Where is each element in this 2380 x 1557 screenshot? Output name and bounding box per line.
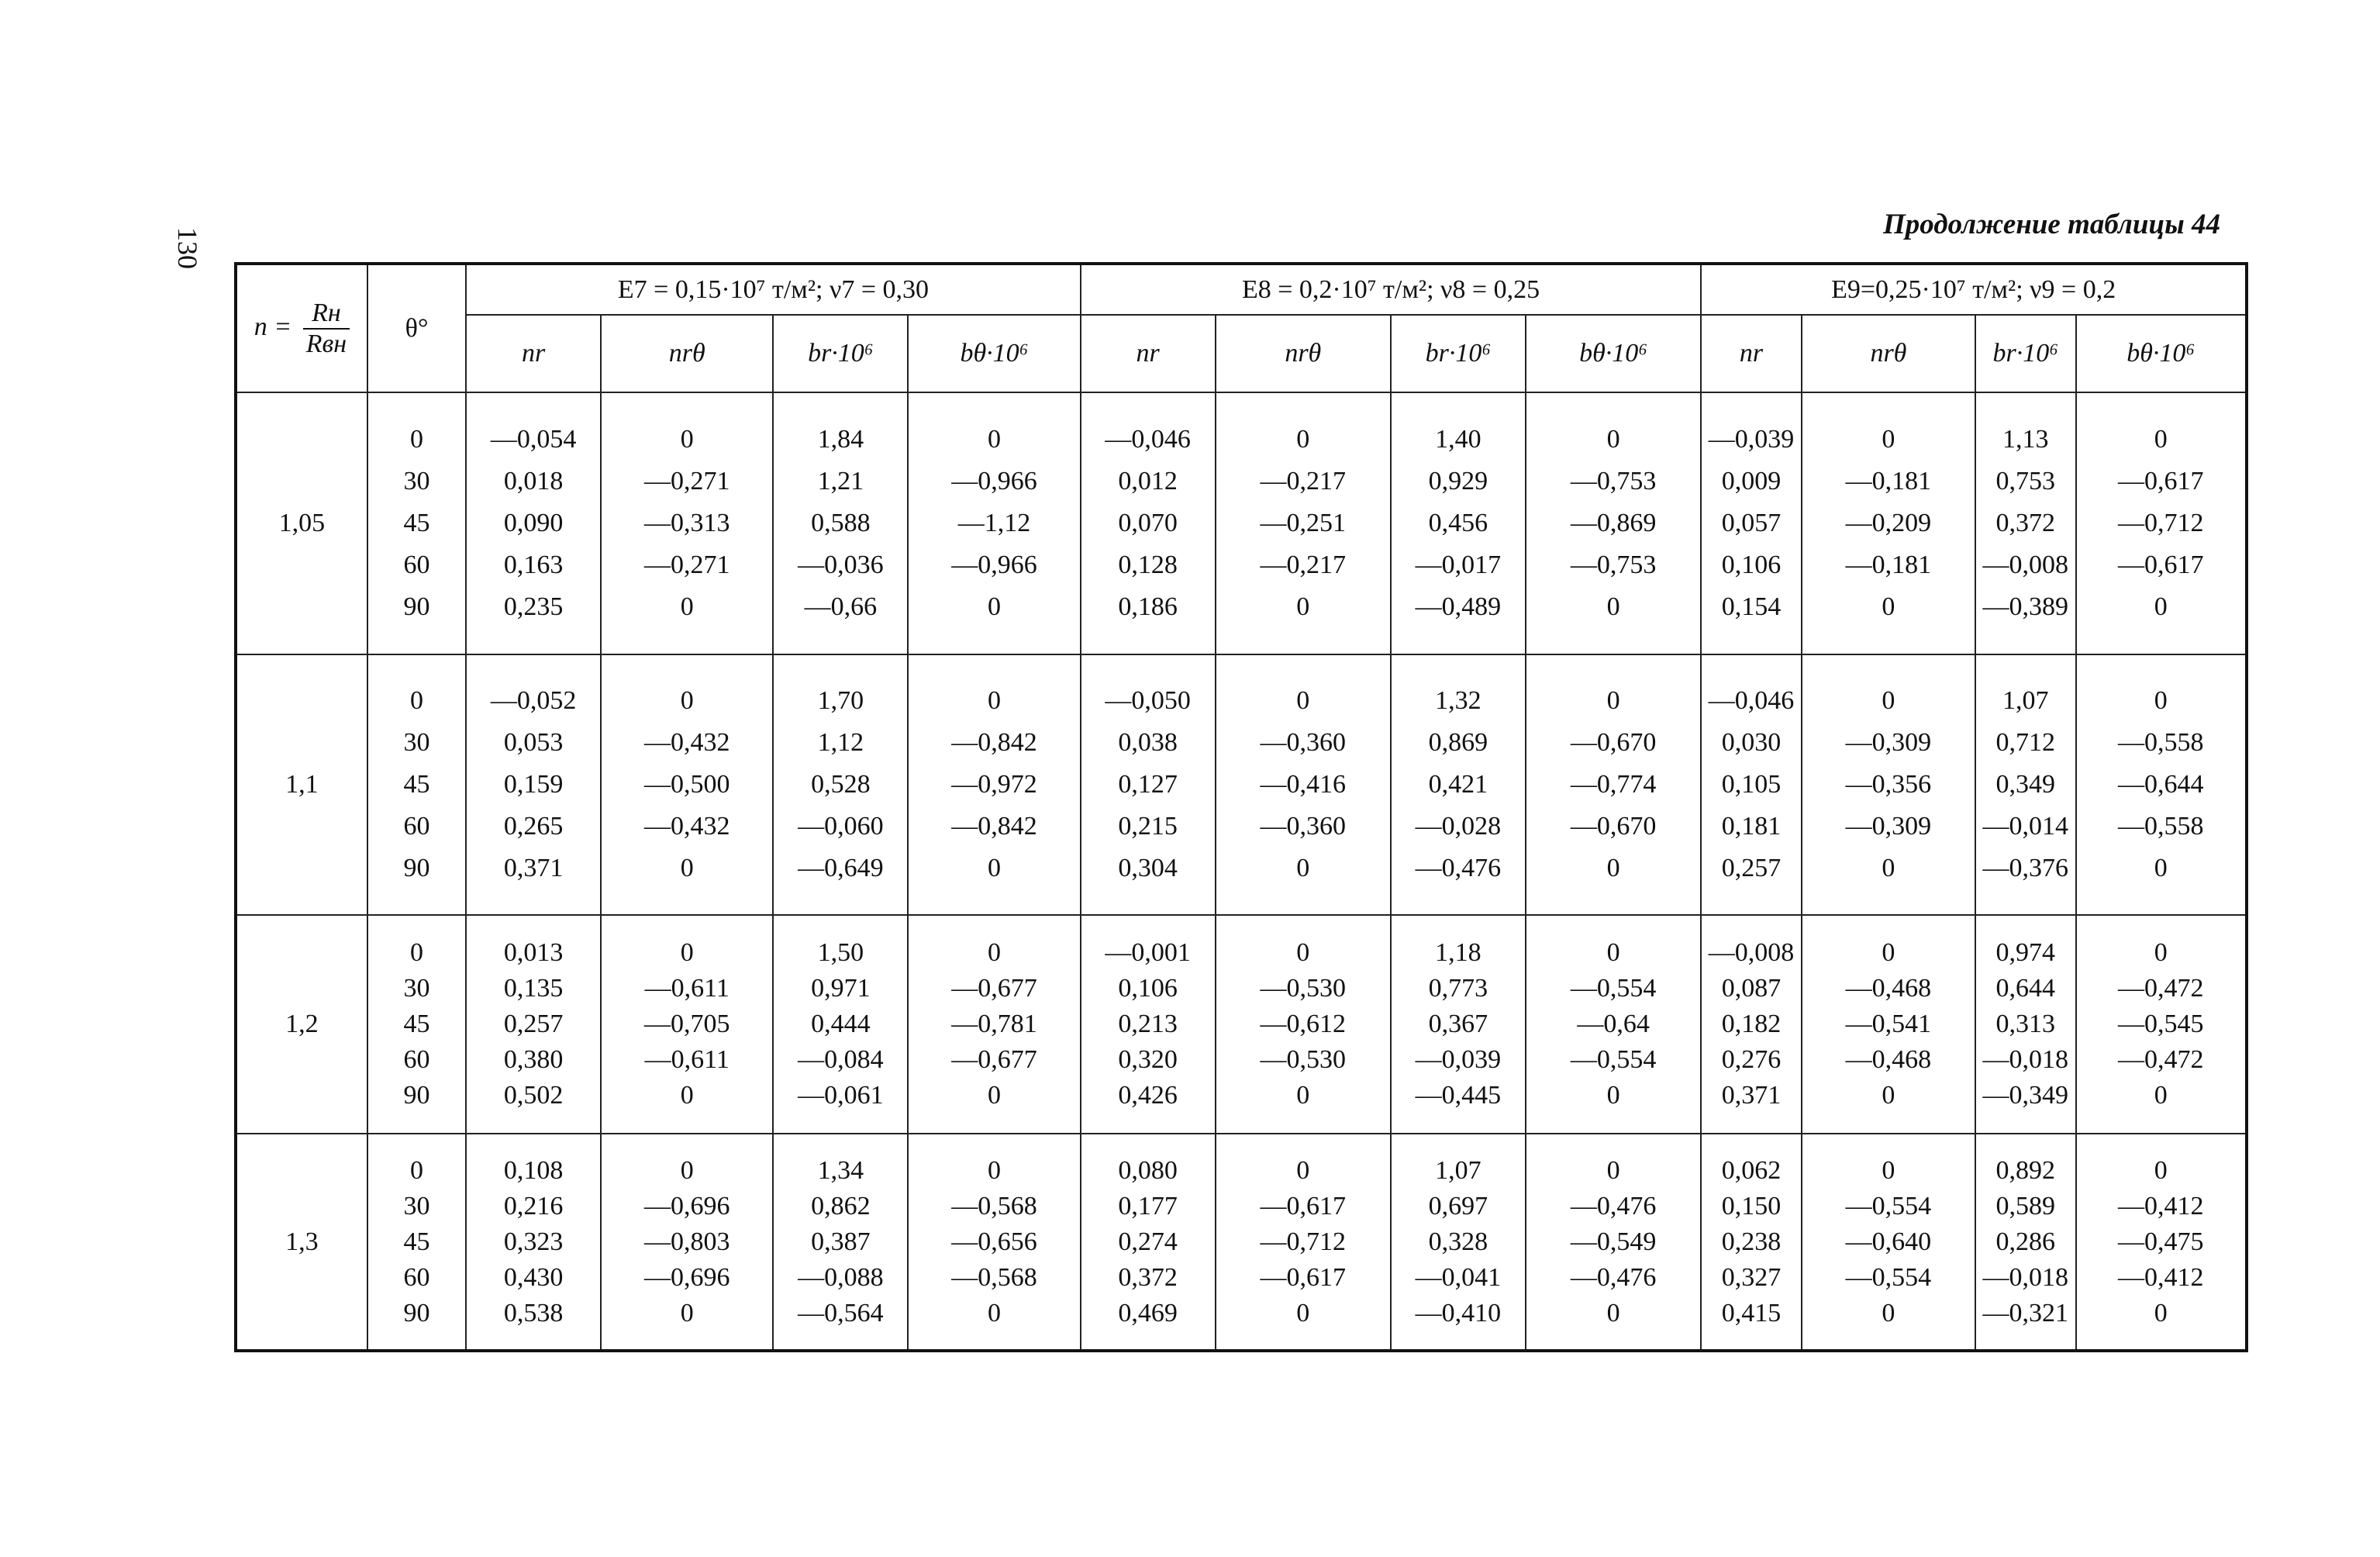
e9-br-values: 1,07 0,712 0,349 —0,014 —0,376: [1975, 654, 2075, 915]
e8-br-values: 1,32 0,869 0,421 —0,028 —0,476: [1391, 654, 1526, 915]
col-header-nr: nr: [1081, 315, 1216, 392]
e8-br-values: 1,07 0,697 0,328 —0,041 —0,410: [1391, 1134, 1526, 1351]
n-value: 1,05: [236, 392, 367, 654]
e9-nrtheta-values: 0 —0,309 —0,356 —0,309 0: [1802, 654, 1975, 915]
theta-values: 0 30 45 60 90: [367, 1134, 466, 1351]
e7-nr-values: 0,013 0,135 0,257 0,380 0,502: [466, 915, 601, 1134]
theta-values: 0 30 45 60 90: [367, 654, 466, 915]
data-table: [234, 262, 2248, 1352]
e8-nrtheta-values: 0 —0,617 —0,712 —0,617 0: [1216, 1134, 1391, 1351]
n-value: 1,2: [236, 915, 367, 1134]
e7-nr-values: —0,054 0,018 0,090 0,163 0,235: [466, 392, 601, 654]
group-header-e8: E8 = 0,2·10⁷ т/м²; ν8 = 0,25: [1081, 264, 1702, 315]
e9-nrtheta-values: 0 —0,181 —0,209 —0,181 0: [1802, 392, 1975, 654]
e7-nrtheta-values: 0 —0,696 —0,803 —0,696 0: [601, 1134, 773, 1351]
col-header-nr: nr: [1701, 315, 1801, 392]
e8-btheta-values: 0 —0,476 —0,549 —0,476 0: [1526, 1134, 1701, 1351]
theta-header: θ°: [367, 264, 466, 392]
col-header-br: br·10⁶: [1391, 315, 1526, 392]
e9-br-values: 1,13 0,753 0,372 —0,008 —0,389: [1975, 392, 2075, 654]
group-header-e9: E9=0,25·10⁷ т/м²; ν9 = 0,2: [1701, 264, 2247, 315]
e7-nr-values: 0,108 0,216 0,323 0,430 0,538: [466, 1134, 601, 1351]
table-continuation-title: Продолжение таблицы 44: [1882, 209, 2220, 240]
e9-br-values: 0,974 0,644 0,313 —0,018 —0,349: [1975, 915, 2075, 1134]
e9-nr-values: —0,008 0,087 0,182 0,276 0,371: [1701, 915, 1801, 1134]
e7-br-values: 1,84 1,21 0,588 —0,036 —0,66: [773, 392, 908, 654]
e7-br-values: 1,34 0,862 0,387 —0,088 —0,564: [773, 1134, 908, 1351]
col-header-nrtheta: nrθ: [1802, 315, 1975, 392]
n-numerator: Rн: [303, 299, 350, 330]
table-row-group: [236, 392, 2247, 654]
e9-btheta-values: 0 —0,472 —0,545 —0,472 0: [2076, 915, 2247, 1134]
e8-btheta-values: 0 —0,554 —0,64 —0,554 0: [1526, 915, 1701, 1134]
n-ratio-header: [236, 264, 367, 392]
e7-br-values: 1,50 0,971 0,444 —0,084 —0,061: [773, 915, 908, 1134]
table-row-group: [236, 915, 2247, 1134]
e7-btheta-values: 0 —0,842 —0,972 —0,842 0: [908, 654, 1080, 915]
e9-nr-values: —0,046 0,030 0,105 0,181 0,257: [1701, 654, 1801, 915]
e8-nr-values: —0,046 0,012 0,070 0,128 0,186: [1081, 392, 1216, 654]
theta-values: 0 30 45 60 90: [367, 392, 466, 654]
e7-nrtheta-values: 0 —0,271 —0,313 —0,271 0: [601, 392, 773, 654]
n-value: 1,1: [236, 654, 367, 915]
e9-nr-values: —0,039 0,009 0,057 0,106 0,154: [1701, 392, 1801, 654]
e7-btheta-values: 0 —0,677 —0,781 —0,677 0: [908, 915, 1080, 1134]
col-header-nrtheta: nrθ: [1216, 315, 1391, 392]
e7-br-values: 1,70 1,12 0,528 —0,060 —0,649: [773, 654, 908, 915]
e7-btheta-values: 0 —0,568 —0,656 —0,568 0: [908, 1134, 1080, 1351]
e9-btheta-values: 0 —0,412 —0,475 —0,412 0: [2076, 1134, 2247, 1351]
e7-nrtheta-values: 0 —0,611 —0,705 —0,611 0: [601, 915, 773, 1134]
e8-btheta-values: 0 —0,753 —0,869 —0,753 0: [1526, 392, 1701, 654]
col-header-nrtheta: nrθ: [601, 315, 773, 392]
col-header-btheta: bθ·10⁶: [908, 315, 1080, 392]
e7-nrtheta-values: 0 —0,432 —0,500 —0,432 0: [601, 654, 773, 915]
e9-btheta-values: 0 —0,617 —0,712 —0,617 0: [2076, 392, 2247, 654]
e8-nr-values: 0,080 0,177 0,274 0,372 0,469: [1081, 1134, 1216, 1351]
e8-br-values: 1,40 0,929 0,456 —0,017 —0,489: [1391, 392, 1526, 654]
e9-nr-values: 0,062 0,150 0,238 0,327 0,415: [1701, 1134, 1801, 1351]
e7-nr-values: —0,052 0,053 0,159 0,265 0,371: [466, 654, 601, 915]
e9-btheta-values: 0 —0,558 —0,644 —0,558 0: [2076, 654, 2247, 915]
table-row-group: [236, 1134, 2247, 1351]
group-header-e7: E7 = 0,15·10⁷ т/м²; ν7 = 0,30: [466, 264, 1081, 315]
n-fraction: [303, 299, 350, 359]
table-row-group: [236, 654, 2247, 915]
e7-btheta-values: 0 —0,966 —1,12 —0,966 0: [908, 392, 1080, 654]
col-header-nr: nr: [466, 315, 601, 392]
e8-nr-values: —0,001 0,106 0,213 0,320 0,426: [1081, 915, 1216, 1134]
e8-btheta-values: 0 —0,670 —0,774 —0,670 0: [1526, 654, 1701, 915]
n-denominator: Rвн: [305, 329, 347, 358]
theta-values: 0 30 45 60 90: [367, 915, 466, 1134]
e9-nrtheta-values: 0 —0,468 —0,541 —0,468 0: [1802, 915, 1975, 1134]
e8-nr-values: —0,050 0,038 0,127 0,215 0,304: [1081, 654, 1216, 915]
n-label: n =: [254, 312, 292, 341]
e8-nrtheta-values: 0 —0,530 —0,612 —0,530 0: [1216, 915, 1391, 1134]
e8-br-values: 1,18 0,773 0,367 —0,039 —0,445: [1391, 915, 1526, 1134]
e9-br-values: 0,892 0,589 0,286 —0,018 —0,321: [1975, 1134, 2075, 1351]
col-header-br: br·10⁶: [1975, 315, 2075, 392]
e9-nrtheta-values: 0 —0,554 —0,640 —0,554 0: [1802, 1134, 1975, 1351]
col-header-btheta: bθ·10⁶: [2076, 315, 2247, 392]
page-number: 130: [172, 227, 203, 269]
n-value: 1,3: [236, 1134, 367, 1351]
e8-nrtheta-values: 0 —0,217 —0,251 —0,217 0: [1216, 392, 1391, 654]
col-header-br: br·10⁶: [773, 315, 908, 392]
col-header-btheta: bθ·10⁶: [1526, 315, 1701, 392]
e8-nrtheta-values: 0 —0,360 —0,416 —0,360 0: [1216, 654, 1391, 915]
